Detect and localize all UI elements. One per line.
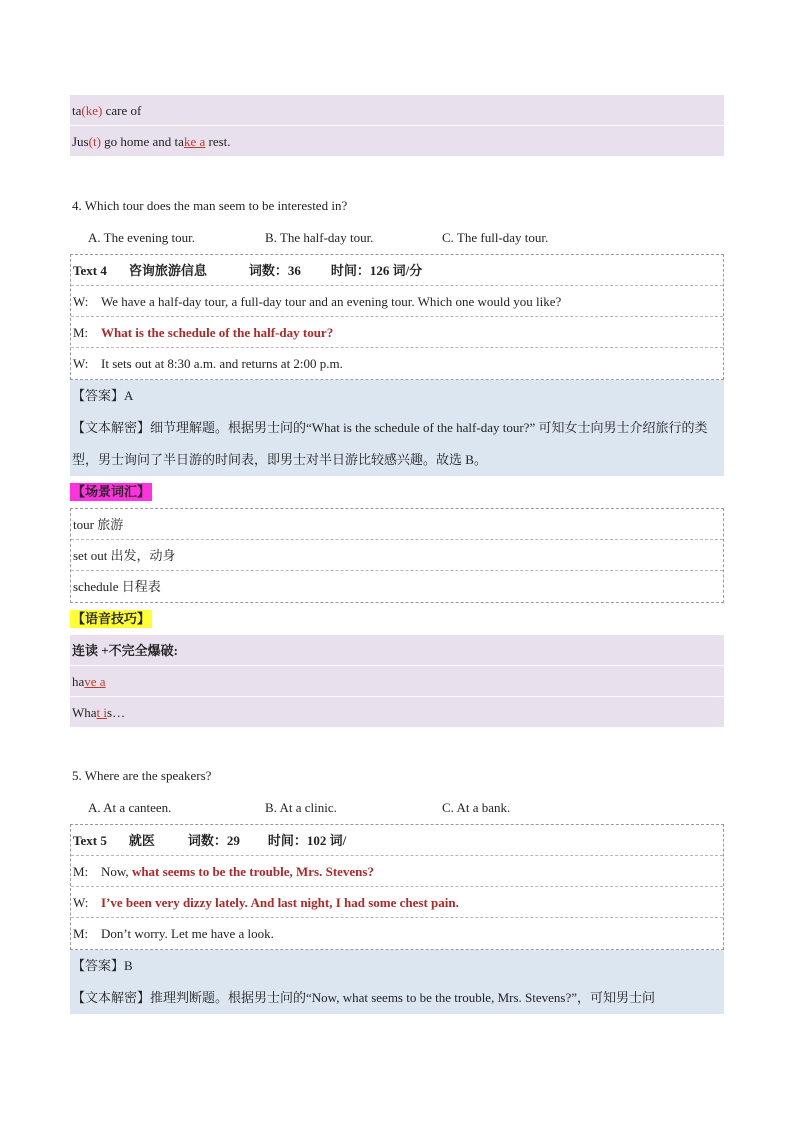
vocab-section-tag: 【场景词汇】 <box>72 484 151 499</box>
answer-5: 【答案】B <box>70 950 724 982</box>
phonetic-line: have a <box>70 666 724 697</box>
dialog-line: M: Don’t worry. Let me have a look. <box>73 926 274 941</box>
option-a: A. The evening tour. <box>88 230 195 245</box>
transcript-box-5 <box>70 824 724 950</box>
vocab-item: schedule 日程表 <box>73 579 161 594</box>
answer-4: 【答案】A <box>70 380 724 412</box>
transcript-box-4 <box>70 254 724 380</box>
phonetic-title: 连读 +不完全爆破: <box>70 635 724 666</box>
option-c: C. At a bank. <box>442 800 511 815</box>
option-b: B. The half-day tour. <box>265 230 374 245</box>
option-c: C. The full-day tour. <box>442 230 549 245</box>
vocab-item: tour 旅游 <box>71 509 723 540</box>
explanation-5: 【文本解密】推理判断题。根据男士问的“Now, what seems to be the trouble, Mrs. Stevens?”，可知男士问 <box>70 982 724 1014</box>
dialog-line: W: It sets out at 8:30 a.m. and returns at 2:00 p.m. <box>73 356 343 371</box>
option-b: B. At a clinic. <box>265 800 337 815</box>
vocab-box <box>70 508 724 603</box>
explanation-4: 【文本解密】细节理解题。根据男士问的“What is the schedule of the half-day tour?” 可知女士向男士介绍旅行的类型，男士询问了半日游的时间表，即男士对半日游比较感兴趣。故选 B。 <box>70 412 724 476</box>
transcript-header: Text 4 咨询旅游信息 词数：36 时间：126 词/分 <box>71 255 723 286</box>
dialog-line: W: We have a half-day tour, a full-day tour and an evening tour. Which one would you like? <box>71 286 723 317</box>
phonetic-line: ta(ke) care of <box>70 95 724 126</box>
transcript-header: Text 5 就医 词数：29 时间：102 词/ <box>71 825 723 856</box>
question-4: 4. Which tour does the man seem to be interested in? <box>72 198 348 213</box>
question-5: 5. Where are the speakers? <box>72 768 212 783</box>
dialog-line: M: Now, what seems to be the trouble, Mrs. Stevens? <box>71 856 723 887</box>
option-a: A. At a canteen. <box>88 800 172 815</box>
question-4-options <box>70 222 724 254</box>
phonetic-line: What is… <box>70 697 724 728</box>
dialog-line: W: I’ve been very dizzy lately. And last night, I had some chest pain. <box>71 887 723 918</box>
question-5-options <box>70 792 724 824</box>
dialog-line: M: What is the schedule of the half-day tour? <box>71 317 723 348</box>
phonetic-section-tag: 【语音技巧】 <box>72 611 151 626</box>
vocab-item: set out 出发，动身 <box>71 540 723 571</box>
phonetic-line: Jus(t) go home and take a rest. <box>70 126 724 157</box>
document-page <box>70 95 724 1014</box>
